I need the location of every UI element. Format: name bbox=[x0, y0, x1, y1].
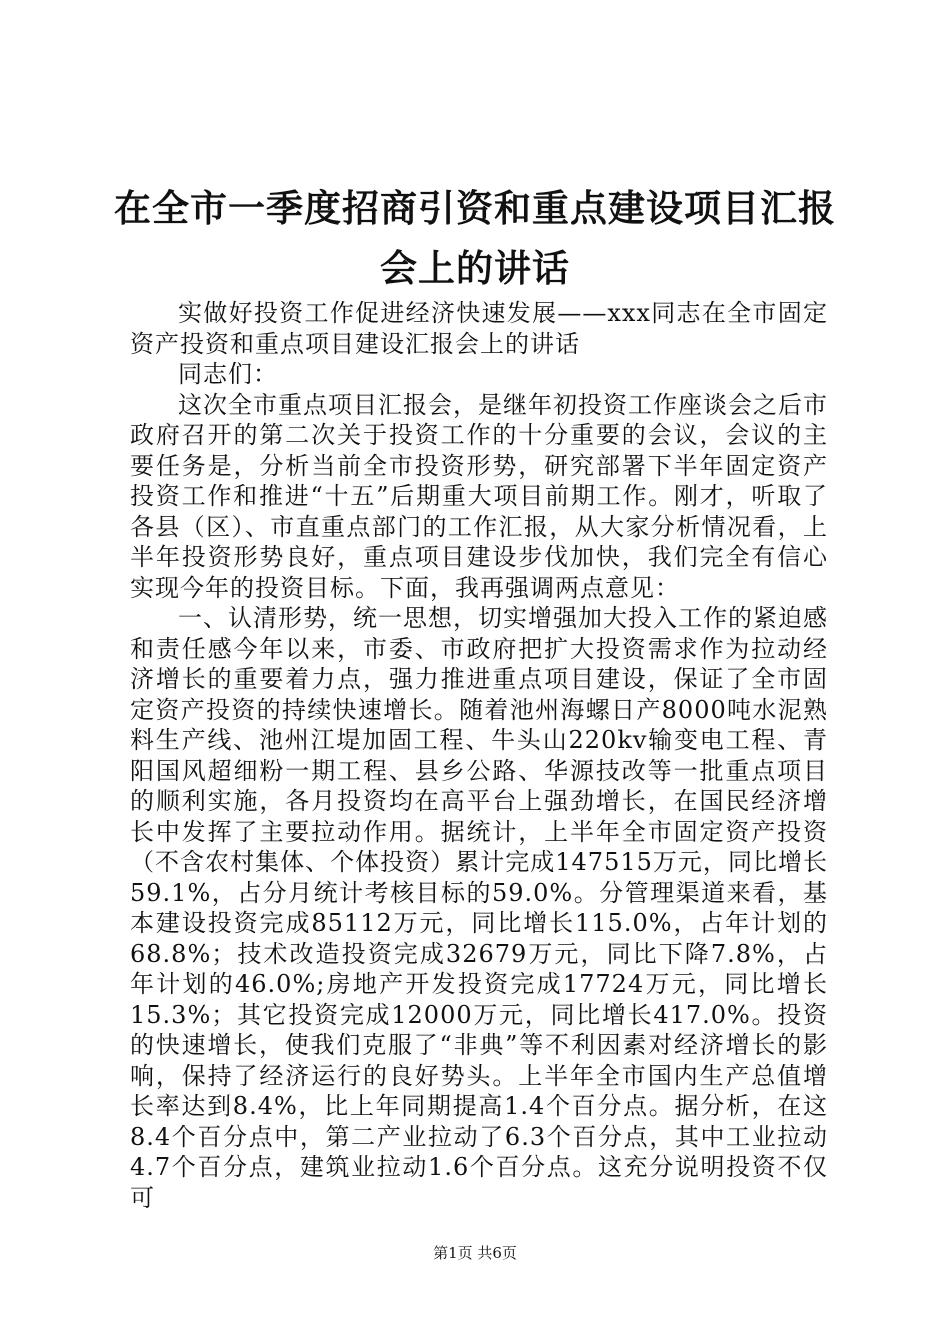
subtitle-paragraph: 实做好投资工作促进经济快速发展——xxx同志在全市固定资产投资和重点项目建设汇报会上的讲话 bbox=[130, 299, 828, 358]
section-one-paragraph: 一、认清形势，统一思想，切实增强加大投入工作的紧迫感和责任感今年以来，市委、市政府把扩大投资需求作为拉动经济增长的重要着力点，强力推进重点项目建设，保证了全市固定资产投资的持续快速增长。随着池州海螺日产8000吨水泥熟料生产线、池州江堤加固工程、牛头山220kv输变电工程、青阳国风超细粉一期工程、县乡公路、华源技改等一批重点项目的顺利实施，各月投资均在高平台上强劲增长，在国民经济增长中发挥了主要拉动作用。据统计，上半年全市固定资产投资（不含农村集体、个体投资）累计完成147515万元，同比增长59.1%，占分月统计考核目标的59.0%。分管理渠道来看，基本建设投资完成85112万元，同比增长115.0%，占年计划的68.8%；技术改造投资完成32679万元，同比下降7.8%，占年计划的46.0%;房地产开发投资完成17724万元，同比增长15.3%；其它投资完成12000万元，同比增长417.0%。投资的快速增长，使我们克服了“非典”等不利因素对经济增长的影响，保持了经济运行的良好势头。上半年全市国内生产总值增长率达到8.4%，比上年同期提高1.4个百分点。据分析，在这8.4个百分点中，第二产业拉动了6.3个百分点，其中工业拉动4.7个百分点，建筑业拉动1.6个百分点。这充分说明投资不仅可 bbox=[130, 604, 828, 1212]
page-number-footer: 第1页 共6页 bbox=[433, 1244, 517, 1262]
intro-paragraph: 这次全市重点项目汇报会，是继年初投资工作座谈会之后市政府召开的第二次关于投资工作的十分重要的会议，会议的主要任务是，分析当前全市投资形势，研究部署下半年固定资产投资工作和推进“十五”后期重大项目前期工作。刚才，听取了各县（区）、市直重点部门的工作汇报，从大家分析情况看，上半年投资形势良好，重点项目建设步伐加快，我们完全有信心实现今年的投资目标。下面，我再强调两点意见： bbox=[130, 390, 828, 602]
document-body bbox=[130, 298, 828, 1213]
document-title: 在全市一季度招商引资和重点建设项目汇报会上的讲话 bbox=[114, 186, 836, 290]
salutation-paragraph: 同志们： bbox=[178, 360, 278, 388]
